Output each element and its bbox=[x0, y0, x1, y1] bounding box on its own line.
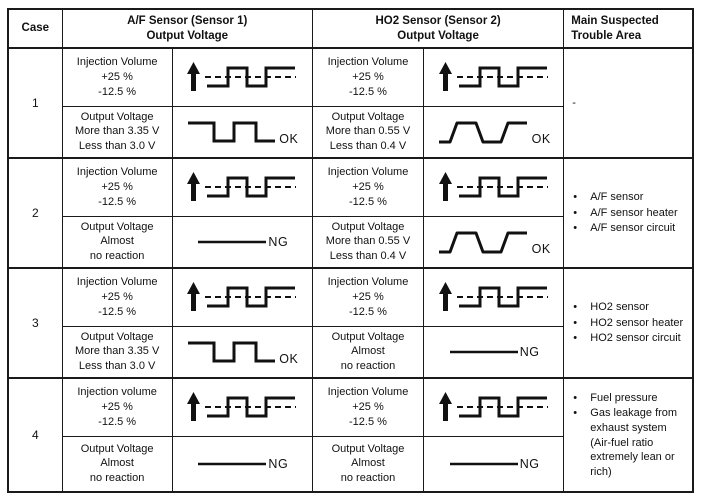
header-af-line1: A/F Sensor (Sensor 1) bbox=[127, 14, 248, 27]
case2-ho2-injection-waveform-cell bbox=[424, 158, 564, 216]
trapezoid-wave-icon bbox=[437, 224, 531, 260]
result-label: OK bbox=[279, 351, 299, 366]
trouble-item: • A/F sensor circuit bbox=[570, 221, 689, 236]
case3-injection-row bbox=[8, 268, 693, 326]
case3-ho2-output-waveform-cell bbox=[424, 326, 564, 378]
case3-af-injection-waveform-cell bbox=[172, 268, 312, 326]
case2-ho2-output-waveform-cell bbox=[424, 216, 564, 268]
result-label: NG bbox=[519, 344, 540, 359]
bullet-icon: • bbox=[573, 301, 578, 314]
header-ho2-line2: Output Voltage bbox=[397, 29, 479, 42]
injection-step-waveform-icon bbox=[186, 58, 298, 96]
injection-step-waveform-icon bbox=[186, 168, 298, 206]
case2-ho2-output-label: Output Voltage More than 0.55 V Less than 0.4 V bbox=[312, 216, 423, 268]
case1-ho2-injection-waveform-cell bbox=[424, 48, 564, 106]
case2-ho2-injection-label: Injection Volume +25 % -12.5 % bbox=[312, 158, 423, 216]
case2-trouble-area-cell bbox=[564, 158, 693, 268]
case2-number: 2 bbox=[8, 158, 62, 268]
injection-step-waveform-icon bbox=[438, 58, 550, 96]
case3-ho2-injection-label: Injection Volume +25 % -12.5 % bbox=[312, 268, 423, 326]
result-label: NG bbox=[268, 234, 289, 249]
injection-step-waveform-icon bbox=[438, 278, 550, 316]
header-af-sensor bbox=[62, 9, 312, 48]
case1-trouble-area-cell bbox=[564, 48, 693, 158]
case4-ho2-output-label: Output Voltage Almost no reaction bbox=[312, 436, 423, 492]
case1-injection-row bbox=[8, 48, 693, 106]
trouble-item: • A/F sensor heater bbox=[570, 206, 689, 221]
case1-af-output-waveform-cell bbox=[172, 106, 312, 158]
header-trouble-area bbox=[564, 9, 693, 48]
case3-ho2-injection-waveform-cell bbox=[424, 268, 564, 326]
bullet-icon: • bbox=[573, 391, 578, 404]
result-label: NG bbox=[268, 456, 289, 471]
bullet-icon: • bbox=[573, 316, 578, 329]
case4-trouble-area-cell bbox=[564, 378, 693, 492]
case3-ho2-output-label: Output Voltage Almost no reaction bbox=[312, 326, 423, 378]
bullet-icon: • bbox=[573, 332, 578, 345]
case1-ho2-output-label: Output Voltage More than 0.55 V Less than 0.4 V bbox=[312, 106, 423, 158]
header-trouble-line1: Main Suspected bbox=[571, 14, 659, 27]
injection-step-waveform-icon bbox=[438, 168, 550, 206]
bullet-icon: • bbox=[573, 407, 578, 420]
bullet-icon: • bbox=[573, 191, 578, 204]
case2-injection-row bbox=[8, 158, 693, 216]
header-ho2-line1: HO2 Sensor (Sensor 2) bbox=[375, 14, 501, 27]
case3-trouble-area-cell bbox=[564, 268, 693, 378]
case1-ho2-injection-label: Injection Volume +25 % -12.5 % bbox=[312, 48, 423, 106]
case4-ho2-injection-waveform-cell bbox=[424, 378, 564, 436]
case4-af-injection-waveform-cell bbox=[172, 378, 312, 436]
result-label: OK bbox=[531, 241, 551, 256]
result-label: NG bbox=[519, 456, 540, 471]
case1-af-injection-waveform-cell bbox=[172, 48, 312, 106]
injection-step-waveform-icon bbox=[438, 388, 550, 426]
case3-number: 3 bbox=[8, 268, 62, 378]
case1-ho2-output-waveform-cell bbox=[424, 106, 564, 158]
case4-af-output-label: Output Voltage Almost no reaction bbox=[62, 436, 172, 492]
flat-line-icon bbox=[448, 449, 520, 479]
result-label: OK bbox=[279, 131, 299, 146]
case4-number: 4 bbox=[8, 378, 62, 492]
trouble-item: • HO2 sensor bbox=[570, 300, 689, 315]
trouble-item: • Gas leakage from exhaust system (Air-fuel ratio extremely lean or rich) bbox=[570, 406, 689, 479]
case4-ho2-injection-label: Injection Volume +25 % -12.5 % bbox=[312, 378, 423, 436]
case2-af-output-waveform-cell bbox=[172, 216, 312, 268]
trapezoid-wave-icon bbox=[437, 114, 531, 150]
case2-af-injection-label: Injection Volume +25 % -12.5 % bbox=[62, 158, 172, 216]
square-wave-icon bbox=[186, 114, 278, 150]
trouble-item: • HO2 sensor circuit bbox=[570, 331, 689, 346]
result-label: OK bbox=[531, 131, 551, 146]
flat-line-icon bbox=[196, 449, 268, 479]
trouble-item: • HO2 sensor heater bbox=[570, 316, 689, 331]
trouble-item: • A/F sensor bbox=[570, 190, 689, 205]
bullet-icon: • bbox=[573, 206, 578, 219]
header-case: Case bbox=[8, 9, 62, 48]
case3-af-injection-label: Injection Volume +25 % -12.5 % bbox=[62, 268, 172, 326]
sensor-diagnosis-table bbox=[7, 8, 694, 493]
case4-af-output-waveform-cell bbox=[172, 436, 312, 492]
case4-injection-row bbox=[8, 378, 693, 436]
case2-af-injection-waveform-cell bbox=[172, 158, 312, 216]
injection-step-waveform-icon bbox=[186, 278, 298, 316]
square-wave-icon bbox=[186, 334, 278, 370]
header-ho2-sensor bbox=[312, 9, 563, 48]
header-af-line2: Output Voltage bbox=[146, 29, 229, 42]
flat-line-icon bbox=[448, 337, 520, 367]
case3-af-output-waveform-cell bbox=[172, 326, 312, 378]
case3-af-output-label: Output Voltage More than 3.35 V Less than 3.0 V bbox=[62, 326, 172, 378]
injection-step-waveform-icon bbox=[186, 388, 298, 426]
case2-af-output-label: Output Voltage Almost no reaction bbox=[62, 216, 172, 268]
header-trouble-line2: Trouble Area bbox=[571, 29, 642, 42]
case4-af-injection-label: Injection volume +25 % -12.5 % bbox=[62, 378, 172, 436]
flat-line-icon bbox=[196, 227, 268, 257]
trouble-item: • Fuel pressure bbox=[570, 391, 689, 406]
case1-number: 1 bbox=[8, 48, 62, 158]
case1-af-injection-label: Injection Volume +25 % -12.5 % bbox=[62, 48, 172, 106]
trouble-none-dash: - bbox=[572, 96, 576, 109]
bullet-icon: • bbox=[573, 222, 578, 235]
case4-ho2-output-waveform-cell bbox=[424, 436, 564, 492]
case1-af-output-label: Output Voltage More than 3.35 V Less than 3.0 V bbox=[62, 106, 172, 158]
header-row bbox=[8, 9, 693, 48]
